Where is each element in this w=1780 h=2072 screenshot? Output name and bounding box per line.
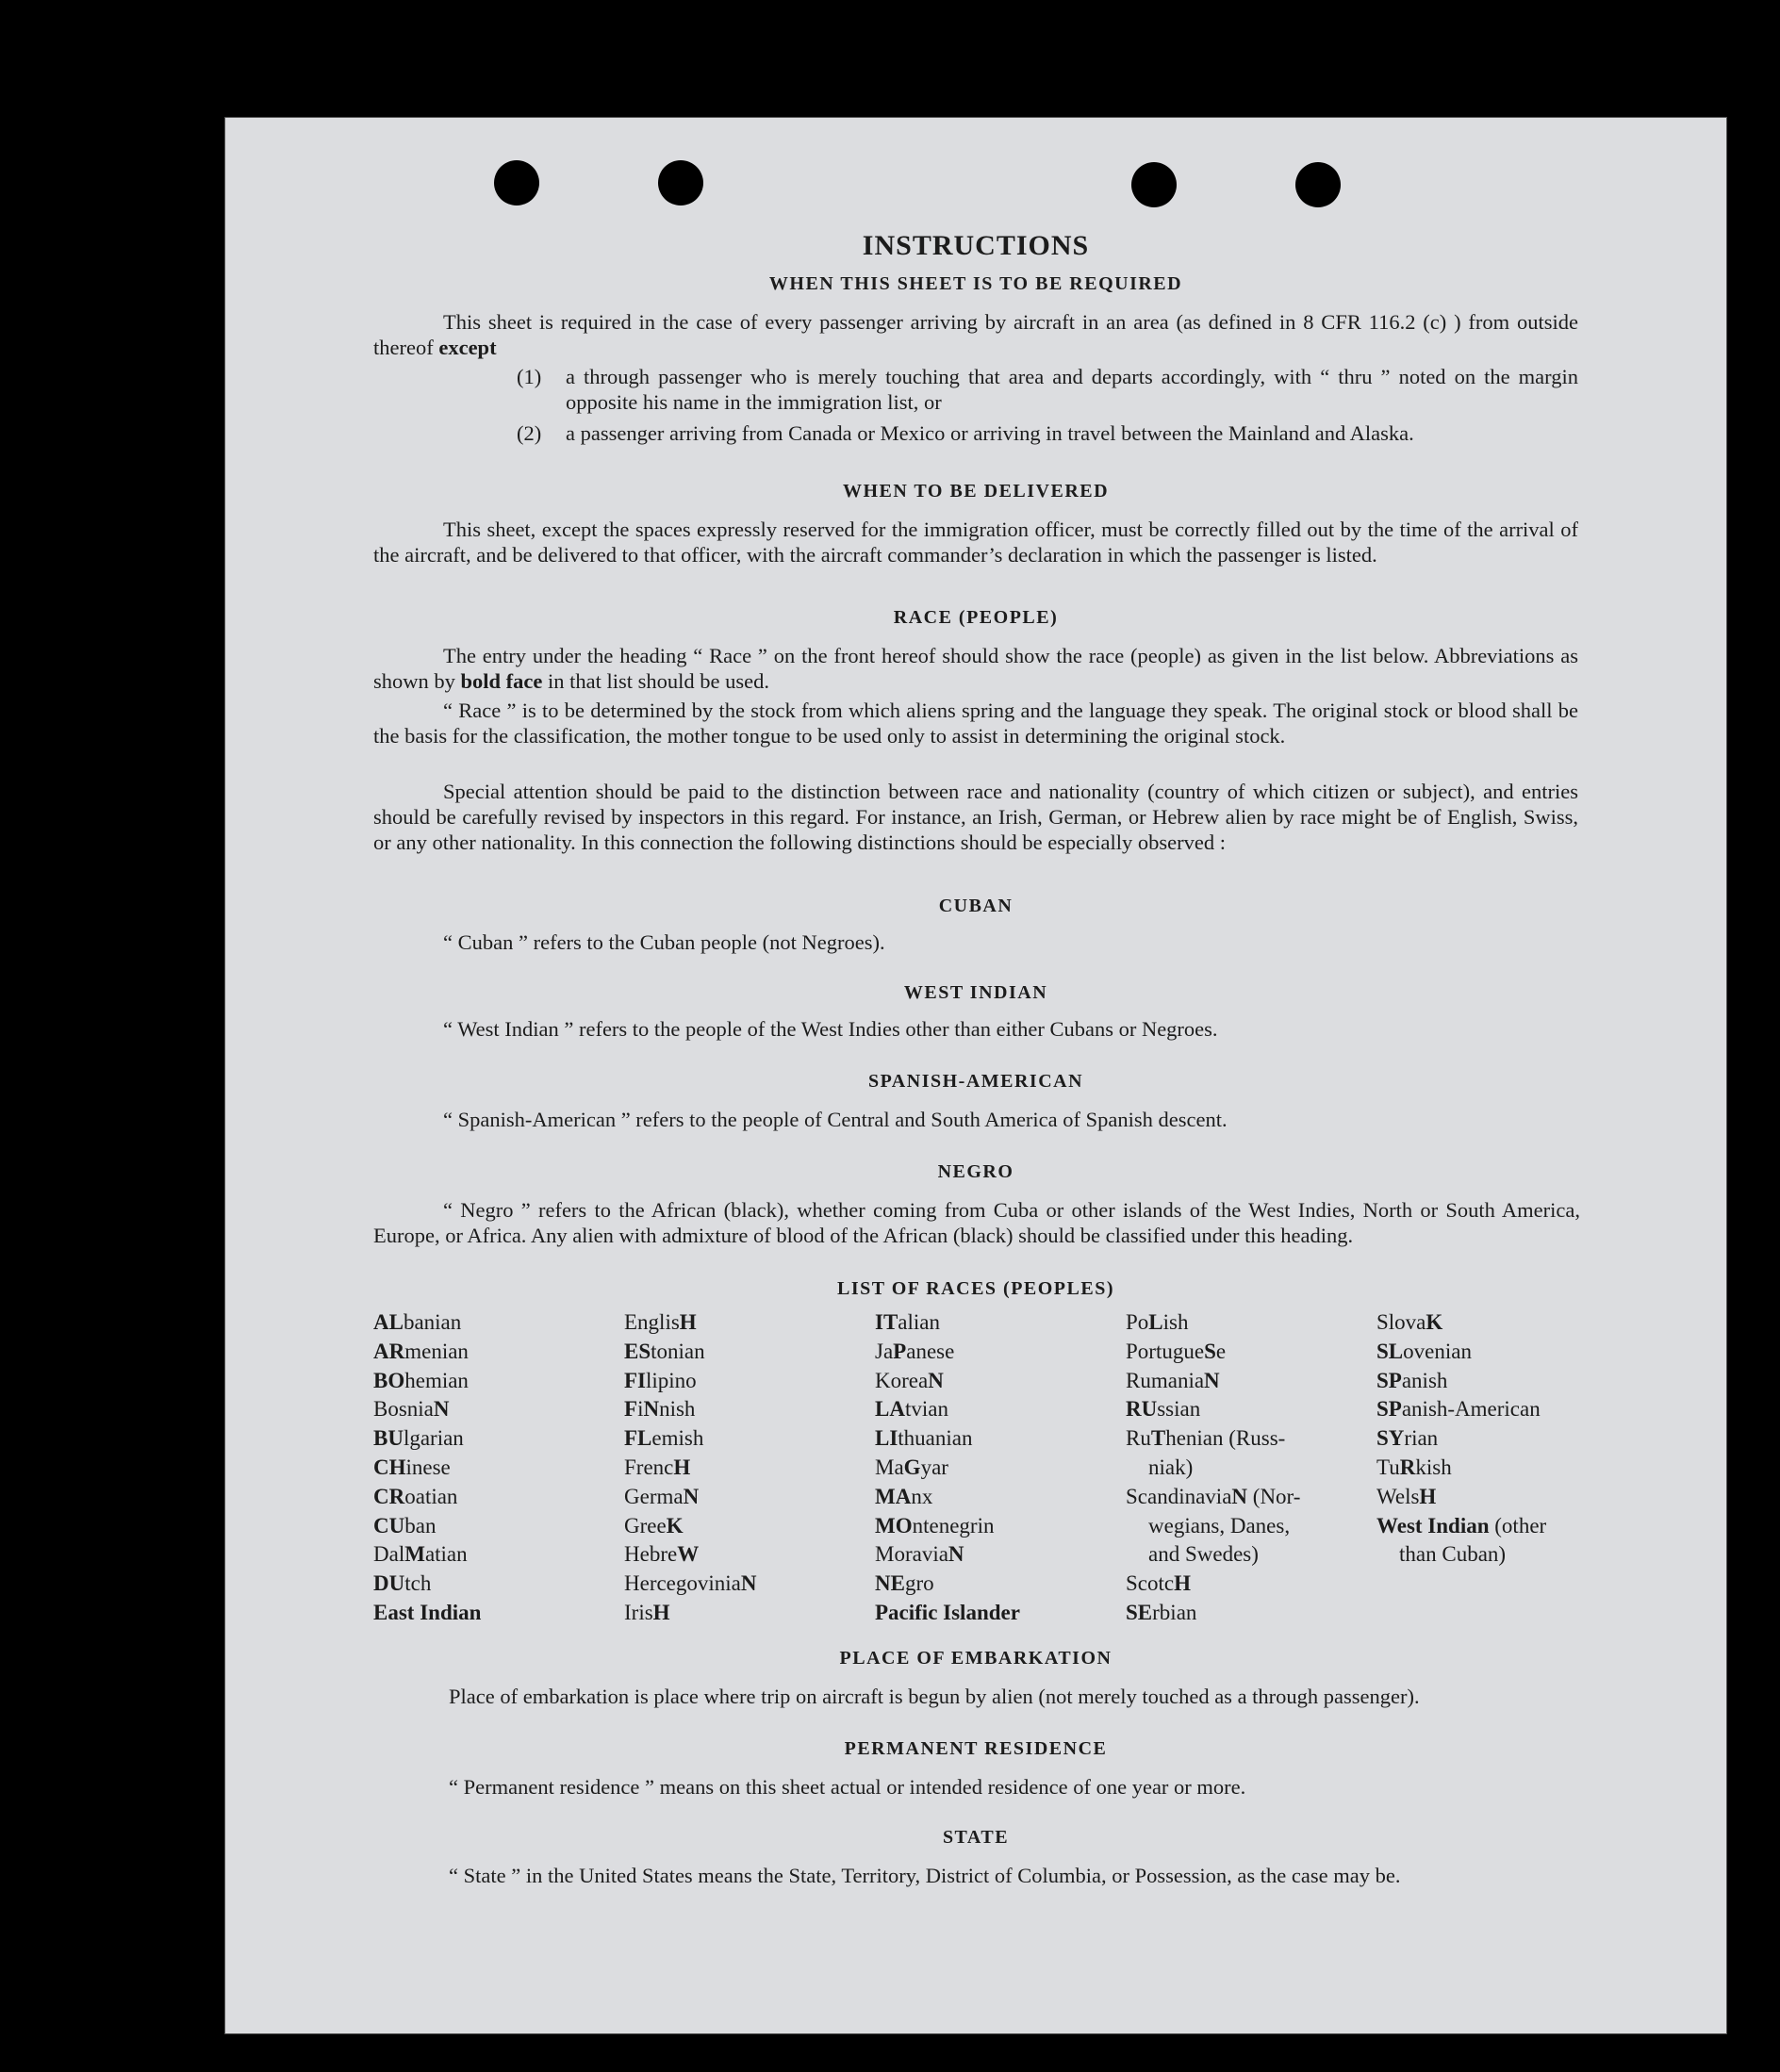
race-entry: SErbian xyxy=(1126,1600,1197,1624)
page-title: INSTRUCTIONS xyxy=(862,230,1090,261)
race-entry: TuRkish xyxy=(1376,1455,1452,1479)
races-column xyxy=(1376,1308,1546,1570)
race-entry: RumaniaN xyxy=(1126,1368,1220,1392)
west-indian-text: “ West Indian ” refers to the people of the West Indies other than either Cubans or Negroes. xyxy=(443,1017,1218,1041)
race-entry: SlovaK xyxy=(1376,1310,1443,1334)
section-heading-permanent-residence: PERMANENT RESIDENCE xyxy=(844,1738,1108,1759)
section-heading-west-indian: WEST INDIAN xyxy=(903,982,1048,1003)
race-entry: NEgro xyxy=(875,1571,934,1596)
section-heading-required: WHEN THIS SHEET IS TO BE REQUIRED xyxy=(768,273,1183,294)
race-entry: PortugueSe xyxy=(1126,1339,1227,1363)
race-entry: SLovenian xyxy=(1376,1339,1472,1363)
race-entry: BUlgarian xyxy=(373,1426,464,1451)
race-entry: LIthuanian xyxy=(875,1426,973,1451)
punch-hole xyxy=(494,160,539,206)
punch-hole xyxy=(1131,162,1177,207)
delivered-text: This sheet, except the spaces expressly reserved for the immigration officer, must be correctly filled out by the time of the arrival of the aircraft, and be delivered to that officer, with the aircraft commander’s declaration in which the passenger is listed. xyxy=(373,518,1578,567)
race-entry: RuThenian (Russ- xyxy=(1126,1426,1286,1451)
races-column xyxy=(373,1308,481,1628)
race-paragraph-3: Special attention should be paid to the distinction between race and nationality (country of which citizen or subject), and entries should be carefully revised by inspectors in this regard. For instance, an Irish, German, or Hebrew alien by race might be of English, Swiss, or any other nationality. In this connection the following distinctions should be especially observed : xyxy=(373,780,1578,854)
race-entry: ScotcH xyxy=(1126,1571,1191,1596)
race-entry: RUssian xyxy=(1126,1397,1201,1422)
permanent-residence-text: “ Permanent residence ” means on this sheet actual or intended residence of one year or more. xyxy=(449,1775,1246,1799)
race-entry: ITalian xyxy=(875,1310,940,1334)
race-entry: SPanish-American xyxy=(1376,1397,1541,1422)
race-entry: ARmenian xyxy=(373,1339,469,1363)
race-entry: Pacific Islander xyxy=(875,1600,1020,1624)
race-entry: HebreW xyxy=(624,1542,700,1567)
race-entry: LAtvian xyxy=(875,1397,948,1422)
section-heading-race: RACE (PEOPLE) xyxy=(893,607,1059,628)
required-intro: This sheet is required in the case of every passenger arriving by aircraft in an area (as defined in 8 CFR 116.2 (c) ) from outside thereof except xyxy=(373,310,1578,359)
race-entry: CHinese xyxy=(373,1455,451,1479)
race-paragraph-2: “ Race ” is to be determined by the stock from which aliens spring and the language they speak. The original stock or blood shall be the basis for the classification, the mother tongue to be used only to assist in determining the original stock. xyxy=(373,699,1578,748)
section-heading-spanish-american: SPANISH-AMERICAN xyxy=(867,1071,1084,1092)
section-heading-delivered: WHEN TO BE DELIVERED xyxy=(842,481,1110,502)
race-entry: wegians, Danes, xyxy=(1148,1513,1291,1538)
embarkation-text: Place of embarkation is place where trip on aircraft is begun by alien (not merely touched as a through passenger). xyxy=(449,1685,1420,1708)
state-text: “ State ” in the United States means the State, Territory, District of Columbia, or Possession, as the case may be. xyxy=(449,1864,1401,1887)
race-entry: FIlipino xyxy=(624,1368,697,1392)
race-entry: GreeK xyxy=(624,1513,684,1538)
document-page: INSTRUCTIONS WHEN THIS SHEET IS TO BE REQUIRED This sheet is required in the case of every passenger arriving by aircraft in an area (as defined in 8 CFR 116.2 (c) ) from outside thereof except (1) a through passenger who is merely touching that area and departs accordingly, with “ thru ” noted on the margin opposite his name in the immigration list, or (2) a passenger arriving from Canada or Mexico or arriving in travel between the Mainland and Alaska. WHEN TO BE DELIVERED This sheet, except the spaces expressly reserved for the immigration officer, must be correctly filled out by the time of the arrival of the aircraft, and be delivered to that officer, with the aircraft commander’s declaration in which the passenger is listed. RACE (PEOPLE) The entry under the heading “ Race ” on the front hereof should show the race (people) as given in the list below. Abbreviations as shown by bold face in that list should be used. “ Race ” is to be determined by the stock from which aliens spring and the language they speak. The original stock or blood shall be the basis for the classification, the mother tongue to be used only to assist in determining the original stock. Special attention should be paid to the distinction between race and nationality (country of which citizen or subject), and entries should be carefully revised by inspectors in this regard. For instance, an Irish, German, or Hebrew alien by race might be of English, Swiss, or any other nationality. In this connection the following distinctions should be especially observed : CUBAN “ Cuban ” refers to the Cuban people (not Negroes). WEST INDIAN “ West Indian ” refers to the people of the West Indies other than either Cubans or Negroes. SPANISH-AMERICAN “ Spanish-American ” refers to the people of Central and South America of Spanish descent. NEGRO “ Negro ” refers to the African (black), whether coming from Cuba or other islands of the West Indies, North or South America, Europe, or Africa. Any alien with admixture of blood of the African (black) should be classified under this heading. LIST OF RACES (PEOPLES) ALbanian ARmenian BOhemian BosniaN BUlgarian CHinese CRoatian CUban DalMatian DUtch East Indian EnglisH EStonian FIlipino FiNnish FLemish FrencH GermaN GreeK HebreW HercegoviniaN IrisH ITalian JaPanese KoreaN LAtvian LIthuanian MaGyar MAnx MOntenegrin MoraviaN NEgro Pacific Islander PoLish PortugueSe RumaniaN RUssian RuThenian (Russ- niak) ScandinaviaN (Nor- wegians, Danes, and Swedes) ScotcH SErbian SlovaK SLovenian SPanish SPanish-American SYrian TuRkish WelsH West Indian (other than Cuban) PLACE OF EMBARKATION Place of embarkation is place where trip on aircraft is begun by alien (not merely touched as a through passenger). PERMANENT RESIDENCE “ Permanent residence ” means on this sheet actual or intended residence of one year or more. STATE “ State ” in the United States means the State, Territory, District of Columbia, or Possession, as the case may be. xyxy=(224,117,1727,2034)
race-entry: KoreaN xyxy=(875,1368,944,1392)
section-heading-embarkation: PLACE OF EMBARKATION xyxy=(839,1648,1112,1669)
races-column xyxy=(1126,1308,1300,1628)
race-entry: MoraviaN xyxy=(875,1542,964,1567)
spanish-american-text: “ Spanish-American ” refers to the people of Central and South America of Spanish descent. xyxy=(443,1108,1228,1131)
race-entry: FiNnish xyxy=(624,1397,696,1422)
race-entry: DalMatian xyxy=(373,1542,468,1567)
race-entry: niak) xyxy=(1148,1455,1194,1479)
race-entry: HercegoviniaN xyxy=(624,1571,757,1596)
race-entry: East Indian xyxy=(373,1600,482,1624)
race-entry: FrencH xyxy=(624,1455,691,1479)
section-heading-negro: NEGRO xyxy=(937,1161,1014,1182)
race-entry: ALbanian xyxy=(373,1310,462,1334)
race-entry: than Cuban) xyxy=(1399,1542,1507,1567)
section-heading-list-of-races: LIST OF RACES (PEOPLES) xyxy=(836,1278,1114,1299)
race-entry: BosniaN xyxy=(373,1397,450,1422)
race-entry: SPanish xyxy=(1376,1368,1448,1392)
race-entry: SYrian xyxy=(1376,1426,1439,1451)
race-entry: and Swedes) xyxy=(1148,1542,1259,1567)
race-entry: EnglisH xyxy=(624,1310,697,1334)
race-entry: EStonian xyxy=(624,1339,705,1363)
race-entry: WelsH xyxy=(1376,1484,1437,1508)
race-entry: GermaN xyxy=(624,1484,700,1508)
cuban-text: “ Cuban ” refers to the Cuban people (not Negroes). xyxy=(443,930,885,954)
races-column xyxy=(875,1308,1020,1628)
race-entry: ScandinaviaN (Nor- xyxy=(1126,1484,1301,1508)
race-entry: BOhemian xyxy=(373,1368,469,1392)
section-heading-state: STATE xyxy=(942,1827,1010,1848)
race-entry: MOntenegrin xyxy=(875,1513,995,1538)
race-entry: MAnx xyxy=(875,1484,933,1508)
races-column xyxy=(624,1308,757,1628)
race-entry: FLemish xyxy=(624,1426,704,1451)
race-entry: CRoatian xyxy=(373,1484,458,1508)
race-entry: MaGyar xyxy=(875,1455,948,1479)
race-entry: JaPanese xyxy=(875,1339,955,1363)
punch-hole xyxy=(658,160,703,206)
race-paragraph-1: The entry under the heading “ Race ” on the front hereof should show the race (people) as given in the list below. Abbreviations as shown by bold face in that list should be used. xyxy=(373,644,1578,693)
race-entry: PoLish xyxy=(1126,1310,1189,1334)
section-heading-cuban: CUBAN xyxy=(938,896,1014,916)
punch-hole xyxy=(1295,162,1341,207)
negro-text: “ Negro ” refers to the African (black), whether coming from Cuba or other islands of the West Indies, North or South America, Europe, or Africa. Any alien with admixture of blood of the African (black) should be classified under this heading. xyxy=(373,1198,1580,1247)
race-entry: DUtch xyxy=(373,1571,432,1596)
race-entry: CUban xyxy=(373,1513,437,1538)
race-entry: IrisH xyxy=(624,1600,670,1624)
race-entry: West Indian (other xyxy=(1376,1513,1547,1538)
